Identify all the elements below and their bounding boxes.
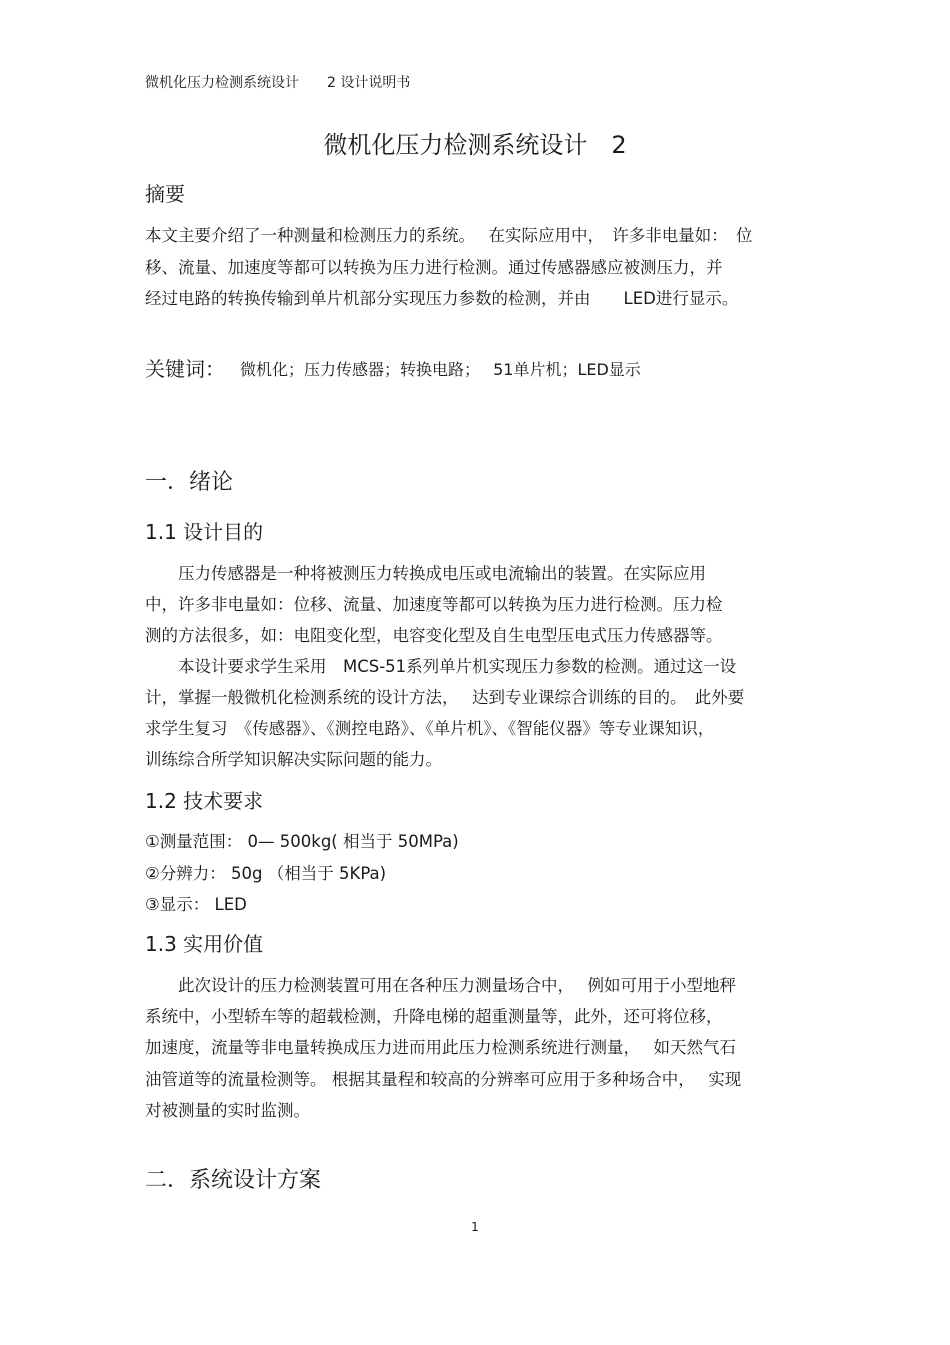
running-header: 微机化压力检测系统设计 2 设计说明书 <box>145 75 411 91</box>
section-heading-system-design: 二．系统设计方案 <box>145 1168 322 1193</box>
requirement-item: ②分辨力： 50g （相当于 5KPa) <box>145 864 387 883</box>
paragraph-line: 测的方法很多，如：电阻变化型，电容变化型及自生电型压电式压力传感器等。 <box>145 626 723 645</box>
subsection-heading-value: 1.3 实用价值 <box>145 932 264 956</box>
paragraph-line: 计，掌握一般微机化检测系统的设计方法， 达到专业课综合训练的目的。 此外要 <box>145 688 745 707</box>
paragraph-line: 求学生复习 《传感器》、《测控电路》、《单片机》、《智能仪器》等专业课知识， <box>145 719 715 738</box>
paragraph-line: 油管道等的流量检测等。 根据其量程和较高的分辨率可应用于多种场合中， 实现 <box>145 1070 742 1089</box>
paragraph-line: 本设计要求学生采用 MCS-51系列单片机实现压力参数的检测。通过这一设 <box>145 657 737 676</box>
subsection-heading-purpose: 1.1 设计目的 <box>145 520 264 544</box>
section-heading-introduction: 一．绪论 <box>145 470 234 495</box>
keywords-label: 关键词： <box>145 357 225 381</box>
document-title: 微机化压力检测系统设计 2 <box>323 131 627 159</box>
requirement-item: ①测量范围： 0— 500kg( 相当于 50MPa) <box>145 832 459 851</box>
keywords-text: 微机化；压力传感器；转换电路； 51单片机；LED显示 <box>240 360 641 379</box>
requirement-item: ③显示： LED <box>145 895 247 914</box>
page-number: 1 <box>471 1220 479 1234</box>
paragraph-line: 压力传感器是一种将被测压力转换成电压或电流输出的装置。在实际应用 <box>145 564 706 583</box>
paragraph-line: 中，许多非电量如：位移、流量、加速度等都可以转换为压力进行检测。压力检 <box>145 595 723 614</box>
paragraph-line: 加速度，流量等非电量转换成压力进而用此压力检测系统进行测量， 如天然气石 <box>145 1038 736 1057</box>
abstract-line: 经过电路的转换传输到单片机部分实现压力参数的检测，并由 LED进行显示。 <box>145 289 739 308</box>
paragraph-line: 训练综合所学知识解决实际问题的能力。 <box>145 750 442 769</box>
abstract-heading: 摘要 <box>145 182 185 206</box>
paragraph-line: 系统中，小型轿车等的超载检测，升降电梯的超重测量等，此外，还可将位移， <box>145 1007 723 1026</box>
subsection-heading-requirements: 1.2 技术要求 <box>145 789 264 813</box>
abstract-line: 本文主要介绍了一种测量和检测压力的系统。 在实际应用中， 许多非电量如： 位 <box>145 226 753 245</box>
paragraph-line: 此次设计的压力检测装置可用在各种压力测量场合中， 例如可用于小型地秤 <box>145 976 736 995</box>
paragraph-line: 对被测量的实时监测。 <box>145 1101 310 1120</box>
abstract-line: 移、流量、加速度等都可以转换为压力进行检测。通过传感器感应被测压力，并 <box>145 258 723 277</box>
